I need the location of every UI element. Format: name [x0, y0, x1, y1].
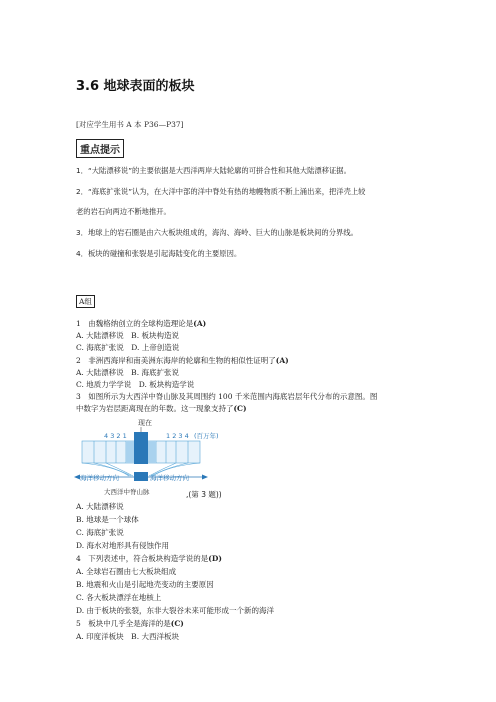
answer-2: (A) [275, 356, 289, 365]
seafloor-age-diagram [74, 414, 304, 510]
age-unit: (百万年) [194, 432, 219, 440]
point-2-cont: 老的岩石向两边不断地推开。 [76, 207, 171, 216]
group-label: A组 [76, 295, 95, 308]
question-3-cont: 中数字为岩层距离现在的年数。这一现象支持了(C) [76, 404, 247, 413]
q4-option-c: C. 各大板块漂浮在地核上 [76, 593, 162, 602]
point-3: 3．地球上的岩石圈是由六大板块组成的，海沟、海岭、巨大的山脉是板块间的分界线。 [76, 228, 358, 237]
right-age-numbers: 1 2 3 4 [166, 432, 189, 440]
q3-option-c: C. 海底扩张说 [76, 528, 124, 537]
q5-options-ab: A. 印度洋板块 B. 大西洋板块 [76, 632, 179, 641]
question-2: 2 非洲西海岸和南美洲东海岸的轮廓和生物的相似性证明了(A) [76, 356, 289, 365]
right-movement-label: 海洋移动方向 [150, 474, 189, 482]
q2-options-ab: A. 大陆漂移说 B. 海底扩张说 [76, 368, 179, 377]
now-label: 现在 [138, 419, 152, 427]
q4-option-d: D. 由于板块的张裂，东非大裂谷未来可能形成一个新的海洋 [76, 606, 275, 615]
point-4: 4．板块的碰撞和张裂是引起海陆变化的主要原因。 [76, 249, 242, 258]
q3-option-b: B. 地球是一个球体 [76, 515, 139, 524]
question-1: 1 由魏格纳创立的全球构造理论是(A) [76, 319, 207, 328]
question-3: 3 如图所示为大西洋中脊山脉及其周围约 100 千米范围内海底岩层年代分布的示意图。图 [76, 392, 378, 401]
left-age-numbers: 4 3 2 1 [104, 432, 127, 440]
ridge-core [134, 432, 148, 464]
point-1: 1．“大陆漂移说”的主要依据是大西洋两岸大陆轮廓的可拼合性和其他大陆漂移证据。 [76, 166, 351, 175]
question-5: 5 板块中几乎全是海洋的是(C) [76, 619, 184, 628]
ridge-label: 大西洋中脊山脉 [104, 488, 150, 496]
q1-options-cd: C. 海底扩张说 D. 上帝创造说 [76, 343, 180, 352]
answer-3: (C) [233, 404, 247, 413]
answer-5: (C) [170, 619, 184, 628]
focus-header: 重点提示 [76, 139, 124, 158]
right-arrowhead [202, 475, 208, 480]
page-title: 3.6 地球表面的板块 [76, 79, 195, 94]
question-4: 4 下列表述中，符合板块构造学说的是(D) [76, 554, 222, 563]
answer-1: (A) [193, 319, 207, 328]
q4-option-b: B. 地震和火山是引起地壳变动的主要原因 [76, 580, 214, 589]
q3-option-d: D. 海水对地形具有侵蚀作用 [76, 541, 170, 550]
answer-4: (D) [208, 554, 222, 563]
textbook-reference: [对应学生用书 A 本 P36—P37] [76, 120, 184, 129]
point-2: 2．“海底扩张说”认为，在大洋中部的洋中脊处有热的地幔物质不断上涌出来，把洋壳上较 [76, 187, 366, 196]
figure-caption: ,(第 3 题)) [186, 490, 222, 499]
left-movement-label: 海洋移动方向 [80, 474, 119, 482]
q4-option-a: A. 全球岩石圈由七大板块组成 [76, 567, 177, 576]
q2-options-cd: C. 地质力学学说 D. 板块构造学说 [76, 380, 195, 389]
q3-option-a: A. 大陆漂移说 [76, 502, 124, 511]
q1-options-ab: A. 大陆漂移说 B. 板块构造说 [76, 331, 179, 340]
